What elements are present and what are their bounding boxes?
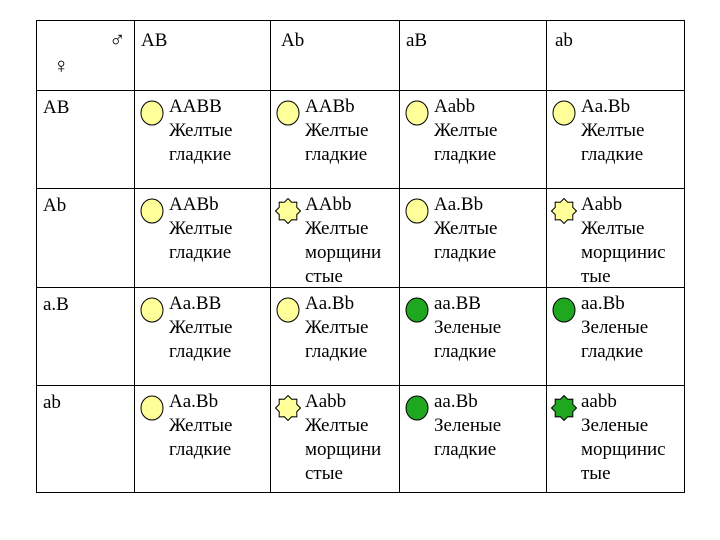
offspring-description: [169, 95, 232, 167]
phenotype-line: Зеленые: [434, 317, 502, 338]
genotype-label: aabb: [581, 391, 617, 412]
phenotype-line: гладкие: [305, 144, 368, 165]
phenotype-line: стые: [305, 463, 343, 484]
offspring-cell: [271, 189, 400, 288]
row-header-label: ab: [43, 392, 61, 413]
table-row: [37, 386, 685, 493]
yellow-round-pea-icon: [551, 100, 577, 126]
phenotype-line: гладкие: [169, 144, 232, 165]
phenotype-line: морщинис: [581, 439, 666, 460]
phenotype-line: Желтые: [169, 317, 233, 338]
row-header: [37, 189, 135, 288]
green-wrinkled-pea-icon: [551, 395, 577, 421]
offspring-description: [305, 193, 381, 289]
yellow-round-pea-icon: [139, 395, 165, 421]
phenotype-line: гладкие: [434, 341, 497, 362]
table-row: [37, 288, 685, 386]
phenotype-line: гладкие: [434, 242, 497, 263]
offspring-cell: [135, 288, 271, 386]
phenotype-line: Зеленые: [581, 317, 649, 338]
genotype-label: AABB: [169, 96, 222, 117]
offspring-description: [305, 390, 381, 486]
green-round-pea-icon: [404, 395, 430, 421]
phenotype-line: гладкие: [434, 144, 497, 165]
offspring-cell: [271, 386, 400, 493]
phenotype-line: Желтые: [305, 317, 369, 338]
offspring-description: [581, 292, 648, 364]
offspring-cell: [135, 386, 271, 493]
offspring-description: [169, 193, 232, 265]
yellow-wrinkled-pea-icon: [275, 198, 301, 224]
phenotype-line: Желтые: [305, 120, 369, 141]
genotype-label: Aabb: [434, 96, 476, 117]
row-header: [37, 386, 135, 493]
punnett-square: [36, 20, 685, 493]
row-header-label: Ab: [43, 195, 67, 216]
table-row: [37, 189, 685, 288]
phenotype-line: Желтые: [434, 120, 498, 141]
genotype-label: Aa.Bb: [305, 293, 355, 314]
offspring-description: [169, 390, 232, 462]
phenotype-line: гладкие: [305, 341, 368, 362]
green-round-pea-icon: [551, 297, 577, 323]
phenotype-line: Желтые: [169, 415, 233, 436]
phenotype-line: стые: [305, 266, 343, 287]
offspring-cell: [271, 91, 400, 189]
phenotype-line: гладкие: [169, 242, 232, 263]
column-header: ab: [547, 21, 685, 91]
genotype-label: Aabb: [305, 391, 347, 412]
phenotype-line: гладкие: [581, 144, 644, 165]
offspring-cell: [400, 288, 547, 386]
offspring-cell: [271, 288, 400, 386]
phenotype-line: Желтые: [581, 120, 645, 141]
offspring-description: [434, 390, 501, 462]
row-header: [37, 288, 135, 386]
offspring-description: [581, 390, 666, 486]
genotype-label: AABb: [169, 194, 219, 215]
offspring-description: [305, 95, 368, 167]
phenotype-line: Желтые: [305, 415, 369, 436]
phenotype-line: морщини: [305, 439, 382, 460]
phenotype-line: Зеленые: [434, 415, 502, 436]
genotype-label: Aa.Bb: [169, 391, 219, 412]
offspring-cell: [547, 91, 685, 189]
offspring-description: [305, 292, 368, 364]
table-row: [37, 91, 685, 189]
genotype-label: Aa.BB: [169, 293, 222, 314]
genotype-label: Aa.Bb: [581, 96, 631, 117]
row-header: [37, 91, 135, 189]
yellow-round-pea-icon: [404, 198, 430, 224]
offspring-description: [434, 292, 501, 364]
phenotype-line: Желтые: [305, 218, 369, 239]
female-symbol: ♀: [53, 53, 70, 78]
offspring-description: [581, 193, 666, 289]
genotype-label: Aabb: [581, 194, 623, 215]
offspring-cell: [400, 386, 547, 493]
yellow-wrinkled-pea-icon: [551, 198, 577, 224]
male-symbol: ♂: [109, 27, 126, 52]
offspring-description: [434, 193, 497, 265]
offspring-description: [169, 292, 232, 364]
yellow-round-pea-icon: [139, 198, 165, 224]
genotype-label: aa.Bb: [581, 293, 625, 314]
offspring-cell: [547, 386, 685, 493]
offspring-cell: [400, 91, 547, 189]
phenotype-line: гладкие: [434, 439, 497, 460]
phenotype-line: тые: [581, 266, 611, 287]
corner-cell: [37, 21, 135, 91]
phenotype-line: морщинис: [581, 242, 666, 263]
offspring-cell: [547, 288, 685, 386]
green-round-pea-icon: [404, 297, 430, 323]
yellow-wrinkled-pea-icon: [275, 395, 301, 421]
yellow-round-pea-icon: [275, 297, 301, 323]
yellow-round-pea-icon: [404, 100, 430, 126]
genotype-label: AAbb: [305, 194, 352, 215]
phenotype-line: морщини: [305, 242, 382, 263]
yellow-round-pea-icon: [275, 100, 301, 126]
offspring-description: [581, 95, 644, 167]
phenotype-line: Желтые: [434, 218, 498, 239]
yellow-round-pea-icon: [139, 100, 165, 126]
phenotype-line: Желтые: [169, 120, 233, 141]
genotype-label: Aa.Bb: [434, 194, 484, 215]
phenotype-line: Желтые: [169, 218, 233, 239]
offspring-cell: [135, 91, 271, 189]
column-header: aB: [400, 21, 547, 91]
phenotype-line: гладкие: [169, 341, 232, 362]
phenotype-line: тые: [581, 463, 611, 484]
row-header-label: AB: [43, 97, 70, 118]
offspring-cell: [547, 189, 685, 288]
column-header: AB: [135, 21, 271, 91]
column-header: Ab: [271, 21, 400, 91]
phenotype-line: гладкие: [169, 439, 232, 460]
genotype-label: aa.Bb: [434, 391, 478, 412]
genotype-label: AABb: [305, 96, 355, 117]
offspring-description: [434, 95, 497, 167]
offspring-cell: [135, 189, 271, 288]
genotype-label: aa.BB: [434, 293, 481, 314]
offspring-cell: [400, 189, 547, 288]
row-header-label: a.B: [43, 294, 69, 315]
phenotype-line: Зеленые: [581, 415, 649, 436]
yellow-round-pea-icon: [139, 297, 165, 323]
phenotype-line: гладкие: [581, 341, 644, 362]
phenotype-line: Желтые: [581, 218, 645, 239]
